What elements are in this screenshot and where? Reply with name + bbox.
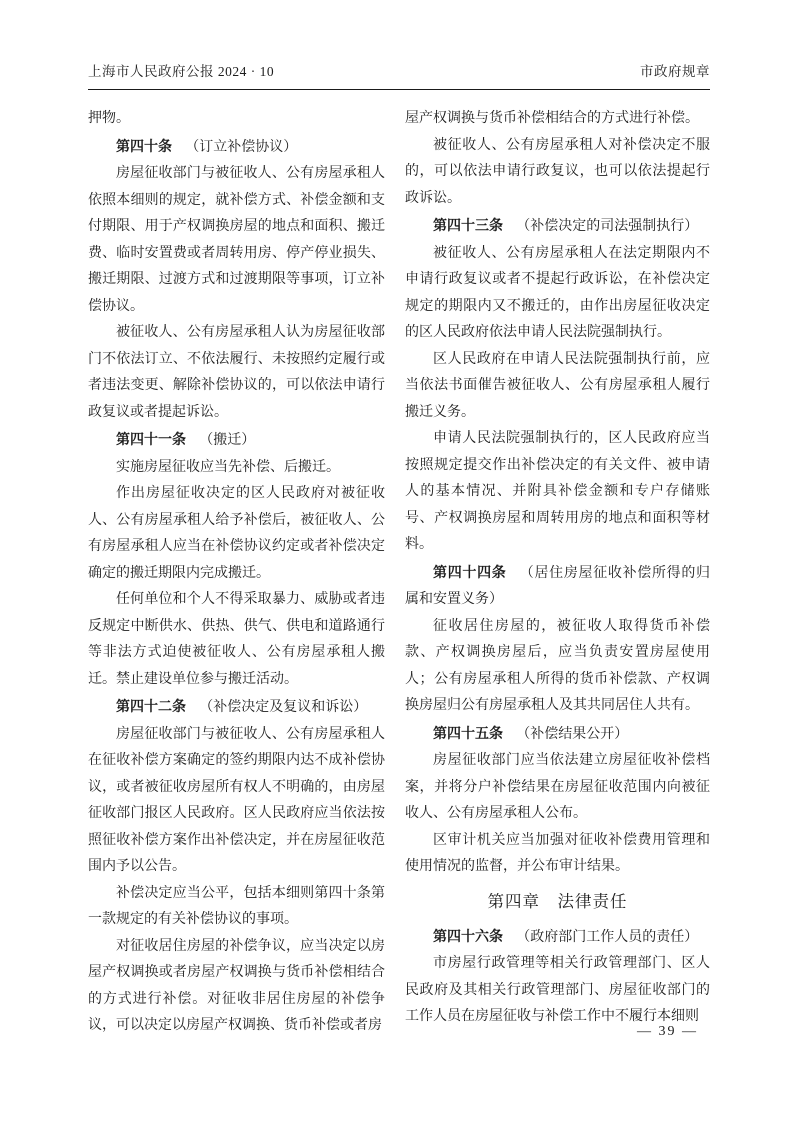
page-number: — 39 — [637, 1024, 698, 1039]
article-title: （补偿决定的司法强制执行） [516, 219, 699, 234]
paragraph: 申请人民法院强制执行的，区人民政府应当按照规定提交作出补偿决定的有关文件、被申请人的基本情况、并附具补偿金额和专户存储账号、产权调换房屋和周转用房的地点和面积等材料。 [405, 431, 710, 552]
header-section-label: 市政府规章 [640, 64, 710, 79]
paragraph: 任何单位和个人不得采取暴力、威胁或者违反规定中断供水、供热、供气、供电和道路通行等非法方式迫使被征收人、公有房屋承租人搬迁。禁止建设单位参与搬迁活动。 [88, 592, 385, 687]
article-heading [405, 720, 710, 749]
article-number: 第四十条 [116, 137, 172, 154]
page-footer [637, 1024, 698, 1040]
paragraph: 作出房屋征收决定的区人民政府对被征收人、公有房屋承租人给予补偿后，被征收人、公有房屋承租人应当在补偿协议约定或者补偿决定确定的搬迁期限内完成搬迁。 [88, 486, 385, 581]
article-heading [88, 426, 385, 455]
article-heading [88, 133, 385, 162]
paragraph: 被征收人、公有房屋承租人认为房屋征收部门不依法订立、不依法履行、未按照约定履行或者违法变更、解除补偿协议的，可以依法申请行政复议或者提起诉讼。 [88, 325, 385, 420]
article-heading [405, 923, 710, 952]
article-number: 第四十五条 [433, 724, 503, 741]
paragraph: 实施房屋征收应当先补偿、后搬迁。 [116, 459, 340, 475]
header-publication-title: 上海市人民政府公报 2024 · 10 [88, 64, 275, 79]
paragraph: 被征收人、公有房屋承租人在法定期限内不申请行政复议或者不提起行政诉讼，在补偿决定规定的期限内又不搬迁的，由作出房屋征收决定的区人民政府依法申请人民法院强制执行。 [405, 245, 710, 340]
paragraph: 市房屋行政管理等相关行政管理部门、区人民政府及其相关行政管理部门、房屋征收部门的工作人员在房屋征收与补偿工作中不履行本细则 [405, 956, 710, 1024]
header-divider [88, 89, 710, 90]
article-heading [88, 693, 385, 722]
page-body [88, 106, 710, 1040]
article-title: （搬迁） [199, 433, 256, 448]
paragraph: 房屋征收部门与被征收人、公有房屋承租人在征收补偿方案确定的签约期限内达不成补偿协议，或者被征收房屋所有权人不明确的，由房屋征收部门报区人民政府。区人民政府应当依法按照征收补偿方案作出补偿决定，并在房屋征收范围内予以公告。 [88, 726, 385, 874]
paragraph: 补偿决定应当公平，包括本细则第四十条第一款规定的有关补偿协议的事项。 [88, 885, 385, 927]
article-number: 第四十二条 [116, 698, 186, 714]
paragraph-continuation: 屋产权调换与货币补偿相结合的方式进行补偿。 [405, 111, 699, 126]
article-title: （订立补偿协议） [185, 139, 298, 155]
article-title: （补偿决定及复议和诉讼） [199, 700, 368, 715]
paragraph: 房屋征收部门应当依法建立房屋征收补偿档案，并将分户补偿结果在房屋征收范围内向被征收人、公有房屋承租人公布。 [405, 753, 710, 821]
page-header [88, 60, 710, 80]
paragraph-continuation: 押物。 [88, 111, 130, 126]
article-heading [405, 212, 710, 241]
right-column [405, 106, 710, 1040]
article-title: （补偿结果公开） [516, 726, 629, 742]
article-title: （居住房屋征收补偿所得的归属和安置义务） [405, 565, 711, 607]
paragraph: 被征收人、公有房屋承租人对补偿决定不服的，可以依法申请行政复议，也可以依法提起行政诉讼。 [405, 137, 710, 206]
article-number: 第四十六条 [433, 927, 503, 944]
paragraph: 房屋征收部门与被征收人、公有房屋承租人依照本细则的规定，就补偿方式、补偿金额和支付期限、用于产权调换房屋的地点和面积、搬迁费、临时安置费或者周转用房、停产停业损失、搬迁期限、过渡方式和过渡期限等事项，订立补偿协议。 [88, 166, 385, 314]
paragraph: 对征收居住房屋的补偿争议，应当决定以房屋产权调换或者房屋产权调换与货币补偿相结合的方式进行补偿。对征收非居住房屋的补偿争议，可以决定以房屋产权调换、货币补偿或者房 [88, 938, 385, 1033]
chapter-heading: 第四章 法律责任 [487, 891, 628, 911]
article-number: 第四十一条 [116, 431, 186, 447]
article-heading [405, 559, 710, 614]
paragraph: 征收居住房屋的，被征收人取得货币补偿款、产权调换房屋后，应当负责安置房屋使用人；公有房屋承租人所得的货币补偿款、产权调换房屋归公有房屋承租人及其共同居住人共有。 [405, 618, 710, 713]
article-title: （政府部门工作人员的责任） [516, 929, 699, 945]
left-column [88, 106, 385, 1040]
paragraph: 区人民政府在申请人民法院强制执行前，应当依法书面催告被征收人、公有房屋承租人履行搬迁义务。 [405, 351, 710, 420]
paragraph: 区审计机关应当加强对征收补偿费用管理和使用情况的监督，并公布审计结果。 [405, 832, 710, 874]
article-number: 第四十三条 [433, 217, 503, 233]
article-number: 第四十四条 [433, 563, 507, 580]
